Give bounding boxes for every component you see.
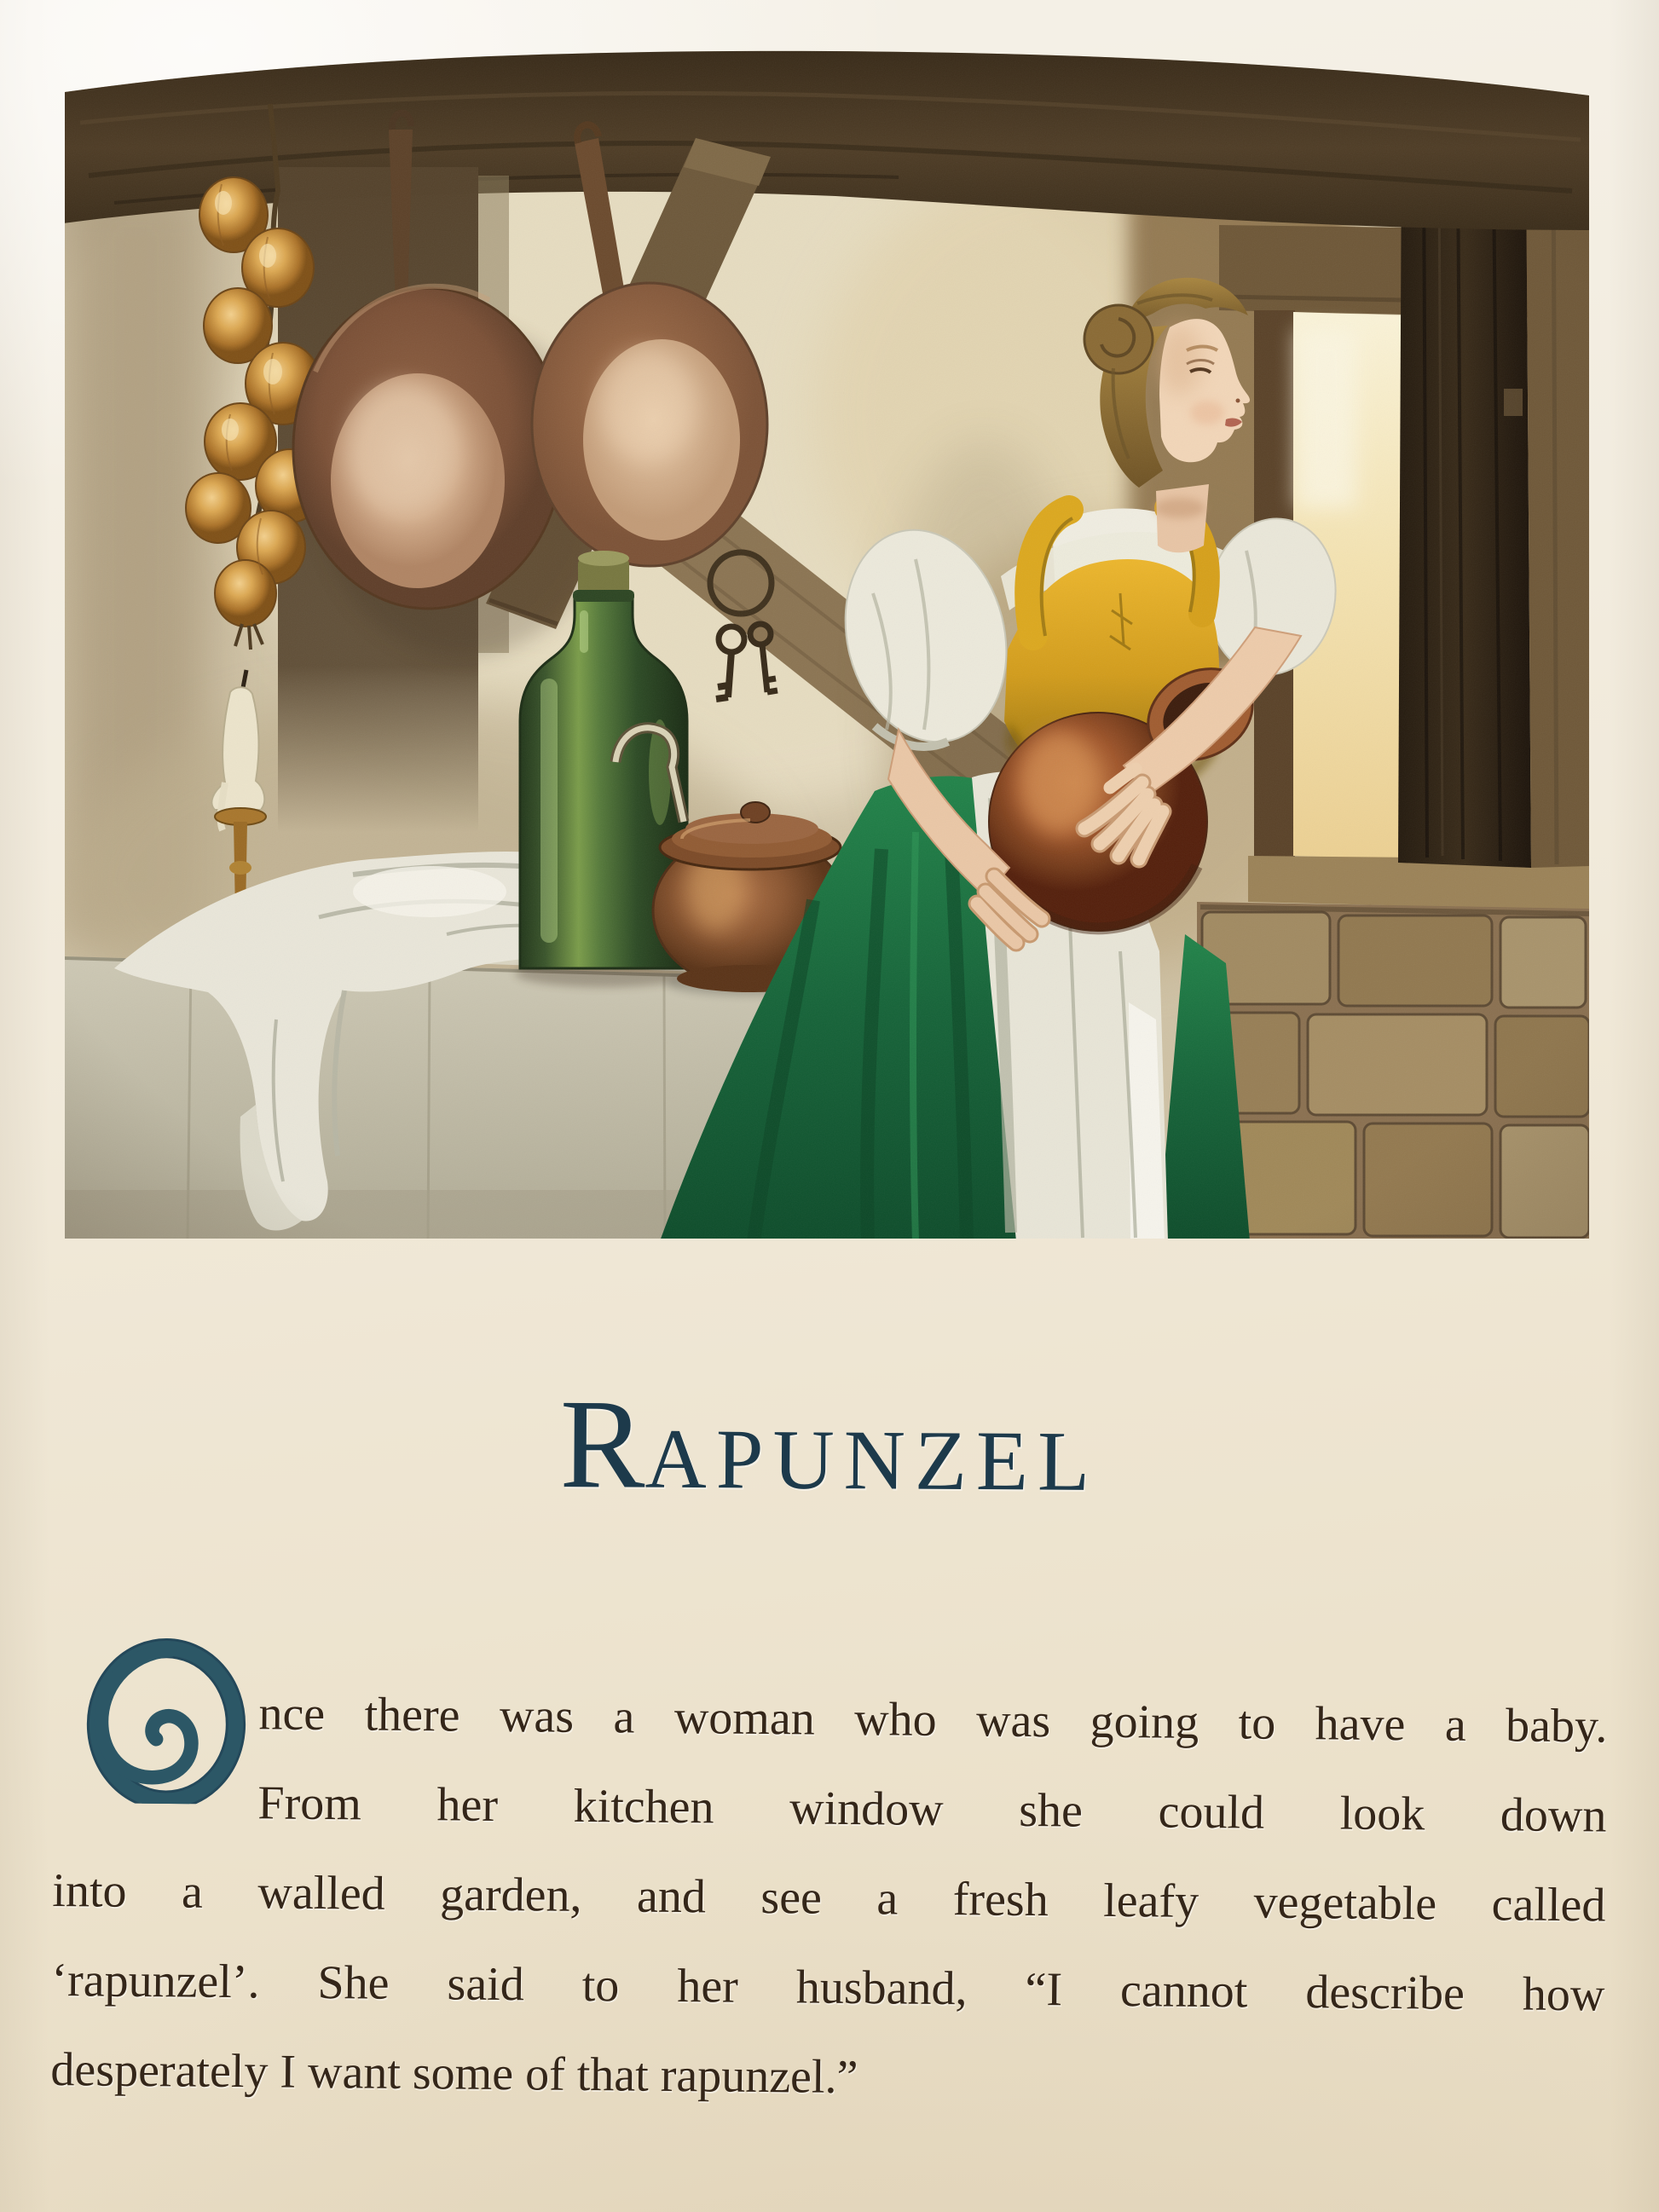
- story-paragraph: [50, 1667, 1608, 2129]
- title-rest: APUNZEL: [645, 1411, 1100, 1509]
- story-line: From her kitchen window she could look down: [257, 1776, 1607, 1843]
- story-line: ‘rapunzel’. She said to her husband, “I cannot describe how: [51, 1953, 1605, 2022]
- story-line: nce there was a woman who was going to have a baby.: [258, 1687, 1608, 1753]
- kitchen-illustration-svg: [63, 48, 1591, 1241]
- story-line: desperately I want some of that rapunzel.”: [50, 2042, 858, 2105]
- kitchen-illustration: [63, 48, 1591, 1241]
- title-initial: R: [559, 1373, 646, 1516]
- story-line: into a walled garden, and see a fresh leafy vegetable called: [52, 1863, 1606, 1932]
- page-title: [0, 1373, 1659, 1516]
- vignette: [63, 48, 1591, 1241]
